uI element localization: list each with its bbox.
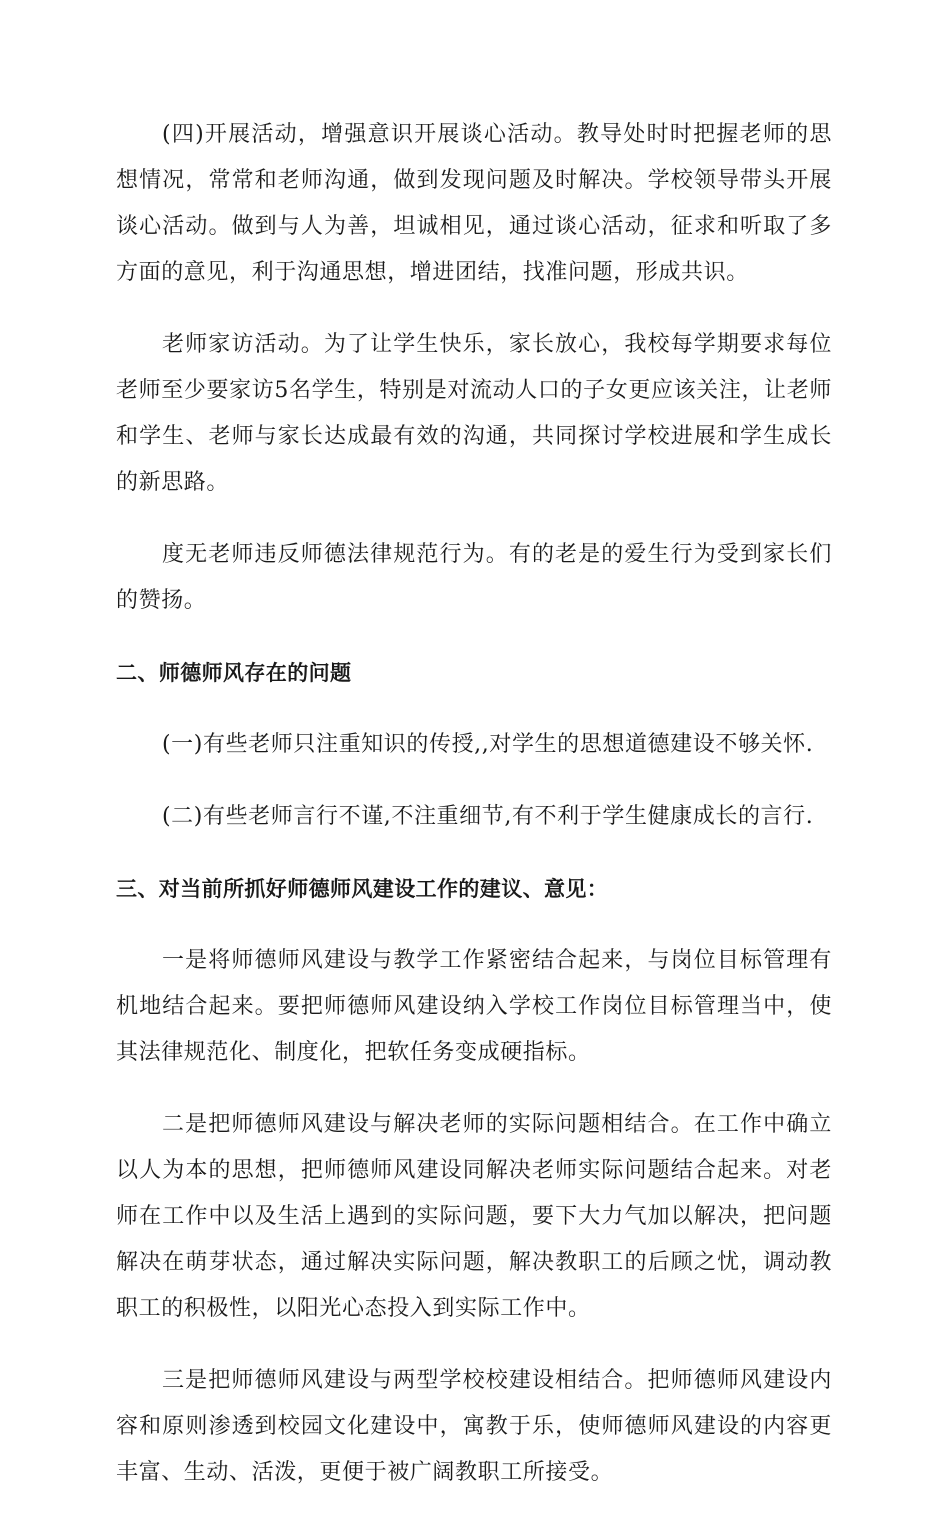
section-heading-suggestions: 三、对当前所抓好师德师风建设工作的建议、意见： [116,877,609,901]
document-body [116,112,832,1522]
paragraph-home-visits: 老师家访活动。为了让学生快乐，家长放心，我校每学期要求每位老师至少要家访5名学生，特别是对流动人口的子女更应该关注，让老师和学生、老师与家长达成最有效的沟通，共同探讨学校进展和学生成长的新思路。 [116,332,832,495]
paragraph-no-violations: 度无老师违反师德法律规范行为。有的老是的爱生行为受到家长们的赞扬。 [116,542,832,613]
problem-item-2: (二)有些老师言行不谨,不注重细节,有不利于学生健康成长的言行. [162,804,814,829]
paragraph-activities: (四)开展活动，增强意识开展谈心活动。教导处时时把握老师的思想情况，常常和老师沟通，做到发现问题及时解决。学校领导带头开展谈心活动。做到与人为善，坦诚相见，通过谈心活动，征求和听取了多方面的意见，利于沟通思想，增进团结，找准问题，形成共识。 [116,122,832,285]
suggestion-paragraph-1: 一是将师德师风建设与教学工作紧密结合起来，与岗位目标管理有机地结合起来。要把师德师风建设纳入学校工作岗位目标管理当中，使其法律规范化、制度化，把软任务变成硬指标。 [116,948,832,1065]
suggestion-paragraph-2: 二是把师德师风建设与解决老师的实际问题相结合。在工作中确立以人为本的思想，把师德师风建设同解决老师实际问题结合起来。对老师在工作中以及生活上遇到的实际问题，要下大力气加以解决，把问题解决在萌芽状态，通过解决实际问题，解决教职工的后顾之忧，调动教职工的积极性，以阳光心态投入到实际工作中。 [116,1112,832,1321]
suggestion-paragraph-3: 三是把师德师风建设与两型学校校建设相结合。把师德师风建设内容和原则渗透到校园文化建设中，寓教于乐，使师德师风建设的内容更丰富、生动、活泼，更便于被广阔教职工所接受。 [116,1368,832,1485]
section-heading-problems: 二、师德师风存在的问题 [116,661,352,685]
problem-item-1: (一)有些老师只注重知识的传授,,对学生的思想道德建设不够关怀. [162,732,814,757]
